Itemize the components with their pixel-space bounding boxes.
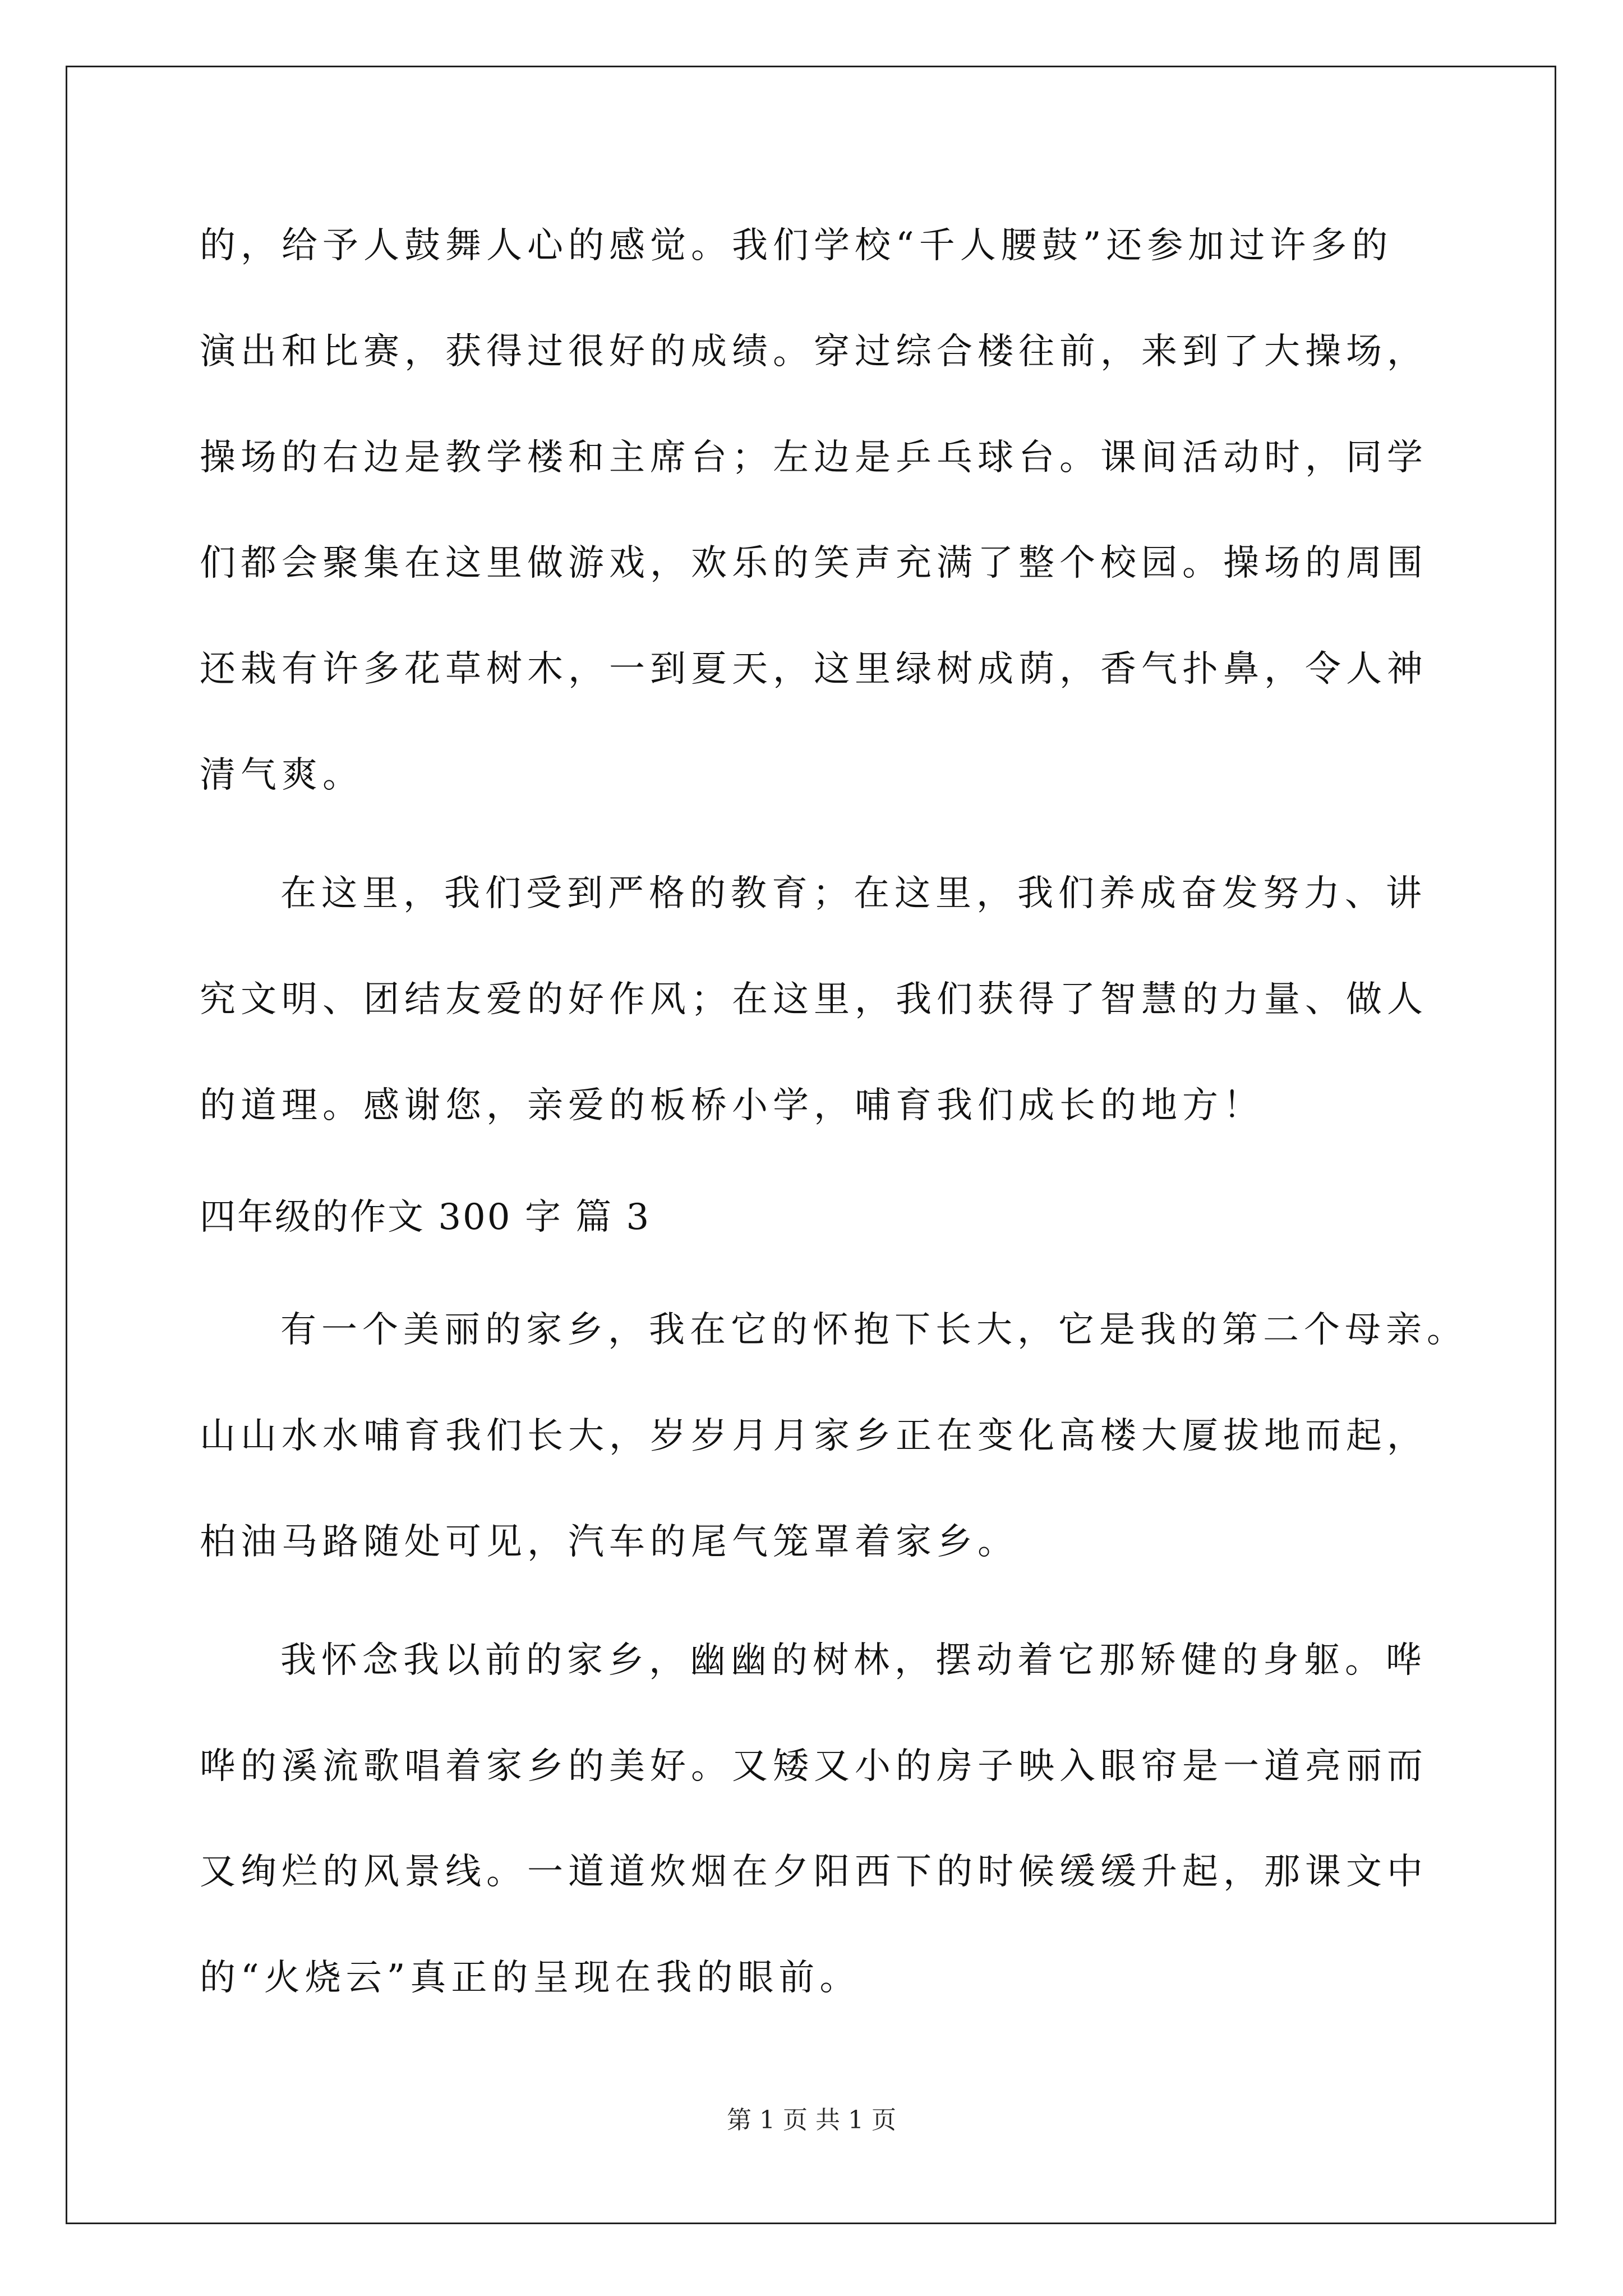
page-footer: 第 1 页 共 1 页 (727, 2106, 896, 2134)
paragraph-line: 的，给予人鼓舞人心的感觉。我们学校“千人腰鼓”还参加过许多的 (200, 225, 1393, 266)
paragraph-line: 还栽有许多花草树木，一到夏天，这里绿树成荫，香气扑鼻，令人神 (200, 648, 1428, 690)
paragraph-line: 我怀念我以前的家乡，幽幽的树林，摆动着它那矫健的身躯。哗 (280, 1640, 1427, 1681)
paragraph-line: 清气爽。 (200, 754, 363, 796)
section-heading: 四年级的作文 300 字 篇 3 (200, 1197, 651, 1238)
paragraph-line: 又绚烂的风景线。一道道炊烟在夕阳西下的时候缓缓升起，那课文中 (200, 1851, 1428, 1893)
paragraph-line: 的道理。感谢您，亲爱的板桥小学，哺育我们成长的地方！ (200, 1085, 1264, 1126)
paragraph-line: 山山水水哺育我们长大，岁岁月月家乡正在变化高楼大厦拔地而起， (200, 1415, 1428, 1457)
page-border (66, 66, 1556, 2224)
paragraph-line: 的“火烧云”真正的呈现在我的眼前。 (200, 1957, 861, 1999)
paragraph-line: 演出和比赛，获得过很好的成绩。穿过综合楼往前，来到了大操场， (200, 331, 1428, 372)
paragraph-line: 哗的溪流歌唱着家乡的美好。又矮又小的房子映入眼帘是一道亮丽而 (200, 1746, 1428, 1787)
paragraph-line: 柏油马路随处可见，汽车的尾气笼罩着家乡。 (200, 1521, 1018, 1563)
paragraph-line: 操场的右边是教学楼和主席台；左边是乒乓球台。课间活动时，同学 (200, 437, 1428, 478)
paragraph-line: 在这里，我们受到严格的教育；在这里，我们养成奋发努力、讲 (280, 873, 1427, 914)
paragraph-line: 究文明、团结友爱的好作风；在这里，我们获得了智慧的力量、做人 (200, 979, 1428, 1020)
paragraph-line: 有一个美丽的家乡，我在它的怀抱下长大，它是我的第二个母亲。 (280, 1309, 1468, 1351)
paragraph-line: 们都会聚集在这里做游戏，欢乐的笑声充满了整个校园。操场的周围 (200, 542, 1428, 584)
